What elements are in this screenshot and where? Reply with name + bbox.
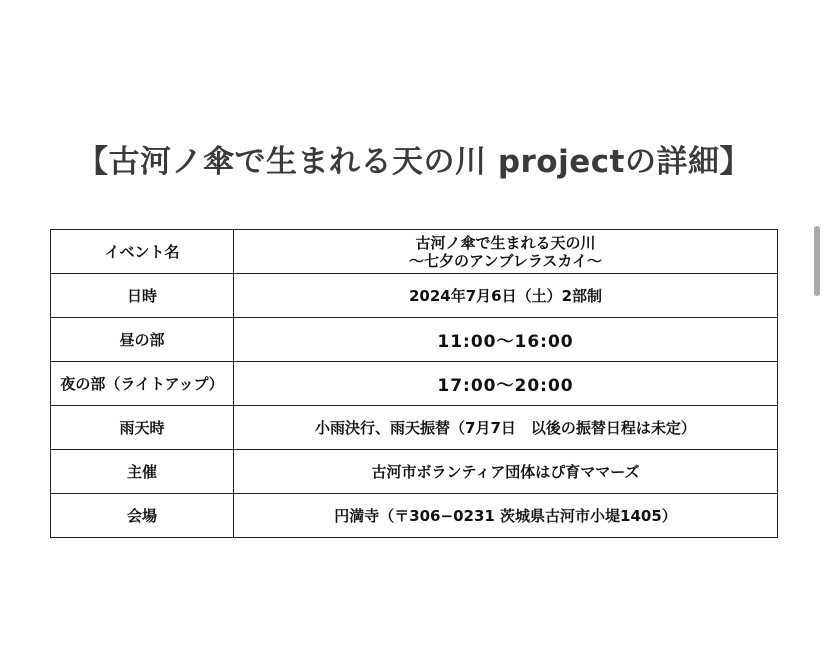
table-row-event-name	[51, 230, 778, 274]
row-label-rain-policy: 雨天時	[51, 406, 234, 450]
row-value-night-session: 17:00〜20:00	[234, 362, 778, 406]
table-row-day-session	[51, 318, 778, 362]
row-label-venue: 会場	[51, 494, 234, 538]
row-value-organizer: 古河市ボランティア団体はぴ育ママーズ	[234, 450, 778, 494]
event-name-line-1: 古河ノ傘で生まれる天の川	[415, 233, 596, 252]
scrollbar-thumb[interactable]	[814, 226, 820, 296]
row-value-venue: 円満寺（〒306−0231 茨城県古河市小堤1405）	[234, 494, 778, 538]
event-name-line-2: 〜七夕のアンブレラスカイ〜	[409, 251, 602, 270]
table-row-rain-policy	[51, 406, 778, 450]
table-row-venue	[51, 494, 778, 538]
row-value-datetime: 2024年7月6日（土）2部制	[234, 274, 778, 318]
event-details-table	[50, 229, 778, 538]
table-row-night-session	[51, 362, 778, 406]
page-title: 【古河ノ傘で生まれる天の川 projectの詳細】	[77, 144, 751, 180]
table-row-organizer	[51, 450, 778, 494]
row-value-day-session: 11:00〜16:00	[234, 318, 778, 362]
row-label-night-session: 夜の部（ライトアップ）	[51, 362, 234, 406]
table-row-datetime	[51, 274, 778, 318]
row-value-rain-policy: 小雨決行、雨天振替（7月7日 以後の振替日程は未定）	[234, 406, 778, 450]
row-label-day-session: 昼の部	[51, 318, 234, 362]
row-label-datetime: 日時	[51, 274, 234, 318]
row-value-event-name	[234, 230, 778, 274]
row-label-organizer: 主催	[51, 450, 234, 494]
row-label-event-name: イベント名	[51, 230, 234, 274]
